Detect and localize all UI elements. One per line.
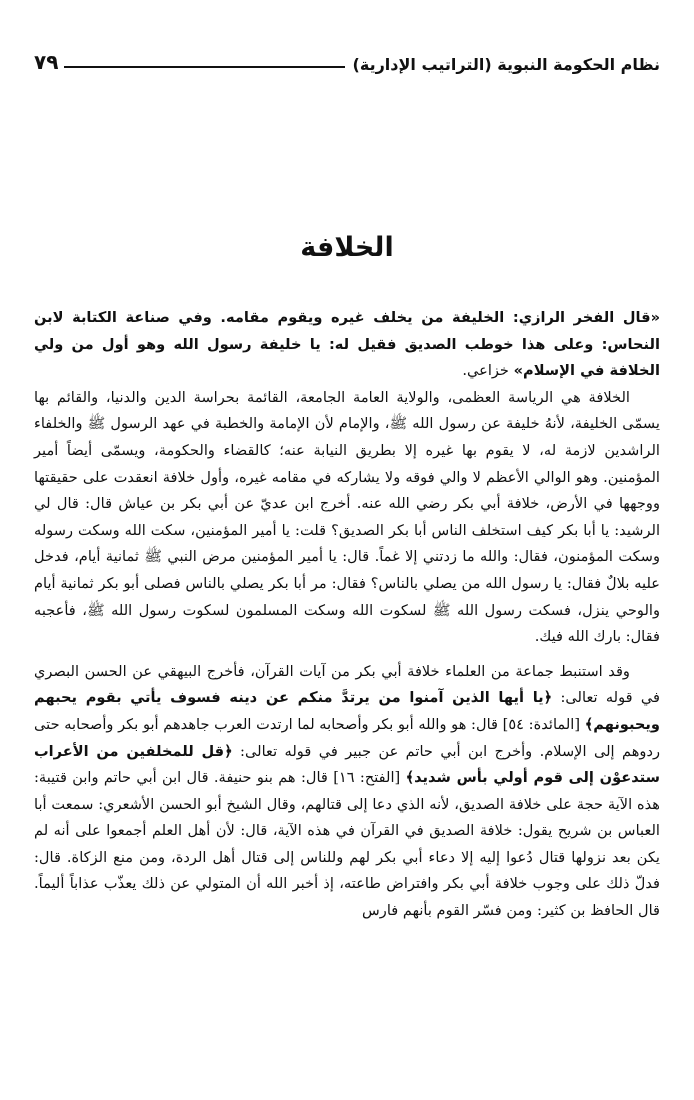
paragraph-definition	[34, 305, 660, 385]
bold-text-segment: ﴿يا أيها الذين آمنوا من يرتدَّ منكم عن دينه فسوف يأتي بقوم يحبهم ويحبونهم﴾	[34, 689, 660, 733]
running-header-title: نظام الحكومة النبوية (التراتيب الإدارية)	[352, 55, 660, 74]
running-header	[34, 40, 660, 74]
header-rule	[64, 66, 344, 68]
bold-text-segment: «قال الفخر الرازي: الخليفة من يخلف غيره ويقوم مقامه. وفي صناعة الكتابة لابن النحاس: وعلى هذا خوطب الصديق فقيل له: يا خليفة رسول الله وهو أول من ولي الخلافة في الإسلام»	[34, 309, 660, 380]
text-segment: [الفتح: ١٦] قال: هم بنو حنيفة. قال ابن أبي حاتم وابن قتيبة: هذه الآية حجة على خلافة الصديق، لأنه الذي دعا إلى قتالهم، وقال الشيخ أبو الحسن الأشعري: سمعت أبا العباس بن شريح يقول: خلافة الصديق في القرآن في هذه الآية، قال: لأن أهل العلم أجمعوا على أنه لم يكن بعد نزولها قتال دُعوا إليه إلا دعاء أبي بكر لهم وللناس إلى قتال أهل الردة، ومن منع الزكاة. قال: فدلّ ذلك على وجوب خلافة أبي بكر وافتراض طاعته، إذ أخبر الله أن المتولي عن ذلك يعذّب عذاباً أليماً. قال الحافظ بن كثير: ومن فسّر القوم بأنهم فارس	[34, 769, 660, 920]
text-segment: وقد استنبط جماعة من العلماء خلافة أبي بكر من آيات القرآن، فأخرج البيهقي عن الحسن البصري في قوله تعالى:	[34, 662, 660, 707]
paragraph-caliphate-meaning	[34, 385, 660, 651]
text-segment: خزاعي.	[462, 362, 514, 380]
text-segment: [المائدة: ٥٤] قال: هو والله أبو بكر وأصحابه لما ارتدت العرب جاهدهم أبو بكر وأصحابه حتى ردوهم إلى الإسلام. وأخرج ابن أبي حاتم عن جبير في قوله تعالى:	[34, 715, 661, 760]
page-number: ٧٩	[34, 50, 59, 74]
paragraph-quran-evidence	[34, 659, 660, 925]
section-title: الخلافة	[300, 232, 394, 263]
body-text	[34, 305, 660, 925]
bold-text-segment: ﴿قل للمخلفين من الأعراب ستدعوْن إلى قوم أولي بأس شديد﴾	[34, 742, 660, 787]
text-segment: الخلافة هي الرياسة العظمى، والولاية العامة الجامعة، القائمة بحراسة الدين والدنيا، والقائم بها يسمّى الخليفة، لأنهُ خليفة عن رسول الله ﷺ، والإمام لأن الإمامة والخطبة في عهد الرسول ﷺ والخلفاء الراشدين لازمة له، لا يقوم بها غيره إلا بطريق النيابة عنه؛ كالقضاء والحكومة، ويسمّى أيضاً أمير المؤمنين. وهو الوالي الأعظم لا والي فوقه ولا يشاركه في مقامه غيره، وأول خلافة انعقدت على حقيقتها ووجهها في الأرض، خلافة أبي بكر رضي الله عنه. أخرج ابن عديّ عن أبي بكر بن عياش قال: قال لي الرشيد: يا أبا بكر كيف استخلف الناس أبا بكر الصديق؟ قلت: يا أمير المؤمنين، سكت الله وسكت رسوله وسكت المؤمنون، فقال: والله ما زدتني إلا غماً. قال: يا أمير المؤمنين مرض النبي ﷺ ثمانية أيام، فدخل عليه بلالٌ فقال: يا رسول الله من يصلي بالناس؟ فقال: مر أبا بكر يصلي بالناس فصلى أبو بكر ثمانية أيام والوحي ينزل، فسكت رسول الله ﷺ لسكوت الله وسكت المسلمون لسكوت رسول الله ﷺ، فأعجبه فقال: بارك الله فيك.	[34, 388, 660, 646]
